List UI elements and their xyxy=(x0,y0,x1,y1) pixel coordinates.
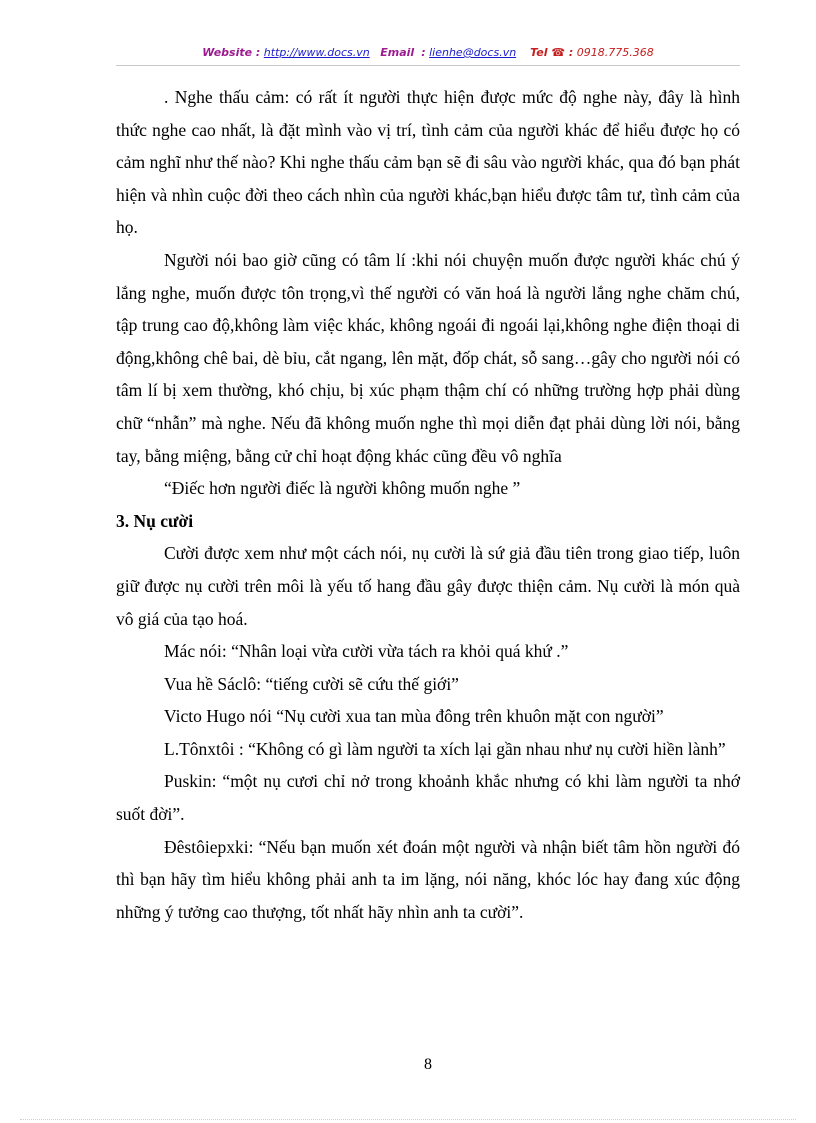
section-heading-smile: 3. Nụ cười xyxy=(116,510,194,531)
header-divider xyxy=(116,65,740,66)
paragraph-listening-empathy: . Nghe thấu cảm: có rất ít người thực hiện được mức độ nghe này, đây là hình thức nghe cao nhất, là đặt mình vào vị trí, tình cảm của người khác để hiểu được họ có cảm nghĩ như thế nào? Khi nghe thấu cảm bạn sẽ đi sâu vào người khác, qua đó bạn phát hiện và nhìn cuộc đời theo cách nhìn của người khác,bạn hiểu được tâm tư, tình cảm của họ. xyxy=(116,87,740,238)
quote-hugo: Victo Hugo nói “Nụ cười xua tan mùa đông trên khuôn mặt con người” xyxy=(164,706,664,727)
paragraph-speaker-psychology: Người nói bao giờ cũng có tâm lí :khi nói chuyện muốn được người khác chú ý lắng nghe, muốn được tôn trọng,vì thế người có văn hoá là người lắng nghe chăm chú, tập trung cao độ,không làm việc khác, không ngoái đi ngoái lại,không nghe điện thoại di động,không chê bai, dè bỉu, cắt ngang, lên mặt, đốp chát, sỗ sang…gây cho người nói có tâm lí bị xem thường, khó chịu, bị xúc phạm thậm chí có những trường hợp phải dùng chữ “nhẫn” mà nghe. Nếu đã không muốn nghe thì mọi diễn đạt phải dùng lời nói, bằng tay, bằng miệng, bằng cử chỉ hoạt động khác cũng đều vô nghĩa xyxy=(116,249,740,466)
document-body xyxy=(116,81,740,928)
quote-deaf: “Điếc hơn người điếc là người không muốn nghe ” xyxy=(164,478,521,499)
tel-label: Tel ☎ : xyxy=(530,46,574,59)
website-label: Website : xyxy=(202,46,261,59)
paragraph-smile-intro: Cười được xem như một cách nói, nụ cười là sứ giả đầu tiên trong giao tiếp, luôn giữ được nụ cười trên môi là yếu tố hang đầu gây được thiện cảm. Nụ cười là món quà vô giá của tạo hoá. xyxy=(116,543,740,629)
email-label: Email xyxy=(380,46,415,59)
page-header xyxy=(116,46,740,59)
email-link[interactable]: lienhe@docs.vn xyxy=(429,46,517,59)
quote-marx: Mác nói: “Nhân loại vừa cười vừa tách ra khỏi quá khứ .” xyxy=(164,641,569,662)
quote-dostoevsky: Đêstôiepxki: “Nếu bạn muốn xét đoán một người và nhận biết tâm hồn người đó thì bạn hãy tìm hiểu không phải anh ta im lặng, nói năng, khóc lóc hay đang xúc động những ý tưởng cao thượng, tốt nhất hãy nhìn anh ta cười”. xyxy=(116,836,740,922)
tel-number: 0918.775.368 xyxy=(576,46,654,59)
page-bottom-border xyxy=(20,1119,796,1120)
quote-tolstoy: L.Tônxtôi : “Không có gì làm người ta xích lại gần nhau như nụ cười hiền lành” xyxy=(164,738,726,759)
quote-chaplin: Vua hề Sáclô: “tiếng cười sẽ cứu thế giới” xyxy=(164,673,459,694)
email-separator: : xyxy=(421,46,426,59)
page-number: 8 xyxy=(424,1056,432,1073)
website-link[interactable]: http://www.docs.vn xyxy=(263,46,370,59)
quote-pushkin: Puskin: “một nụ cươi chỉ nở trong khoảnh khắc nhưng có khi làm người ta nhớ suốt đời”. xyxy=(116,771,740,825)
